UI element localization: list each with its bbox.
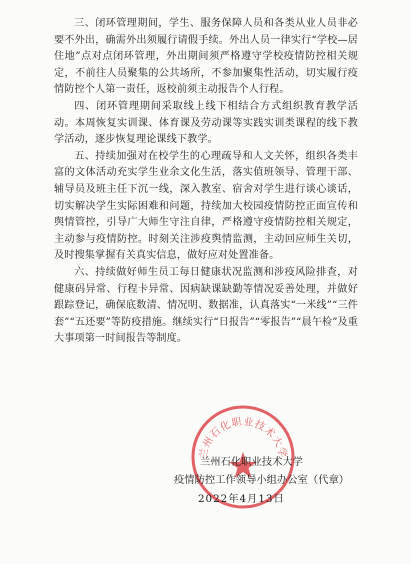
document-body <box>54 16 358 348</box>
signature-office: 疫情防控工作领导小组办公室（代章） <box>174 474 350 486</box>
signature-date: 2022年4月13日 <box>198 493 285 505</box>
paragraph-5: 五、持续加强对在校学生的心理疏导和人文关怀，组织各类丰富的文体活动充实学生业余文化生活，落实值班领导、管理干部、辅导员及班主任下沉一线，深入教室、宿舍对学生进行谈心谈话，切实解决学生实际困难和问题，持续加大校园疫情防控正面宣传和舆情管控，引导广大师生守注自律，严格遵守疫情防控相关规定，主动参与疫情防控。时刻关注涉疫舆情监测，主动回应师生关切，及时搜集掌握有关真实信息，做好应对处置准备。 <box>54 150 358 262</box>
paragraph-3: 三、闭环管理期间，学生、服务保障人员和各类从业人员非必要不外出，确需外出须履行请假手续。外出人员一律实行“学校—居住地”点对点闭环管理，外出期间须严格遵守学校疫情防控相关规定，不前往人员聚集的公共场所，不参加聚集性活动，切实履行疫情防控个人第一责任，返校前须主动报告个人行程。 <box>54 18 358 96</box>
seal-text: 兰州石化职业技术大学 <box>197 416 289 460</box>
signature-school: 兰州石化职业技术大学 <box>200 456 303 468</box>
paragraph-4: 四、闭环管理期间采取线上线下相结合方式组织教育教学活动。本周恢复实训课、体育课及劳动课等实践实训类课程的线下教学活动，逐步恢复理论课线下教学。 <box>54 100 358 146</box>
paragraph-6: 六、持续做好师生员工每日健康状况监测和涉疫风险排查，对健康码异常、行程卡异常、因病缺课缺勤等情况妥善处理，并做好跟踪登记，确保底数清、情况明、数据准，认真落实“一米线”“三件套”“五还要”等防疫措施。继续实行“日报告”“零报告”“晨午检”及重大事项第一时间报告等制度。 <box>54 266 358 345</box>
